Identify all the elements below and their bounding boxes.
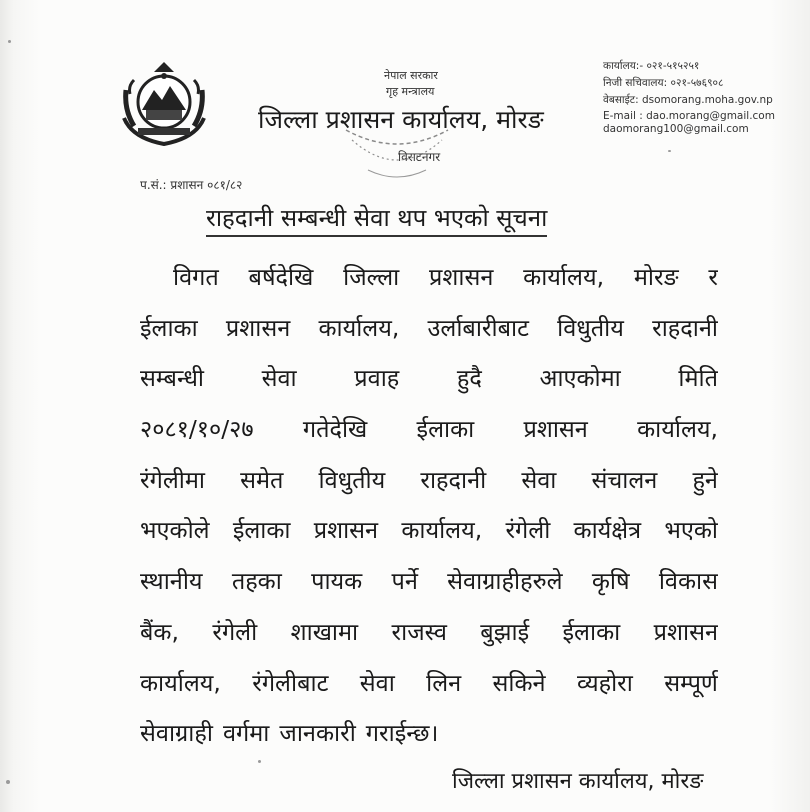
body-line xyxy=(140,509,718,560)
body-line xyxy=(140,459,718,510)
body-word: गतेदेखि xyxy=(302,415,368,444)
body-word: कार्यक्षेत्र xyxy=(573,516,642,545)
body-word: प्रशासन xyxy=(313,516,379,545)
office-phone: कार्यालय:- ०२१-५१५२५१ xyxy=(603,60,700,72)
body-line xyxy=(140,307,718,358)
office-location: विराटनगर xyxy=(398,150,441,164)
notice-subject: राहदानी सम्बन्धी सेवा थप भएको सूचना xyxy=(206,201,547,237)
signature-office-name: जिल्ला प्रशासन कार्यालय, मोरङ xyxy=(452,769,704,794)
email-alt-text: daomorang100@gmail.com xyxy=(603,123,749,135)
body-line xyxy=(140,712,718,763)
body-line xyxy=(140,611,718,662)
body-word: बुझाई xyxy=(480,617,530,646)
body-word: ईलाका xyxy=(416,415,475,444)
body-word: २०८१/१०/२७ xyxy=(140,415,254,444)
body-word: लिन xyxy=(426,668,462,697)
body-word: स्थानीय xyxy=(140,567,203,596)
body-line xyxy=(140,256,718,307)
body-word: राहदानी xyxy=(652,313,718,342)
body-word: संचालन xyxy=(591,465,658,494)
body-word: मिति xyxy=(678,364,718,393)
body-word: सेवाग्राही xyxy=(140,719,213,748)
notice-body xyxy=(140,256,718,763)
body-word: रंगेली xyxy=(212,617,258,646)
body-word: भएकोले xyxy=(140,516,210,545)
body-word: विकास xyxy=(658,567,718,596)
body-word: वर्गमा xyxy=(222,719,270,748)
private-secretariat-phone: निजी सचिवालय: ०२१-५७६९०८ xyxy=(603,77,724,89)
body-line xyxy=(140,408,718,459)
body-word: सम्पूर्ण xyxy=(664,668,718,697)
paper-speck xyxy=(258,760,261,763)
government-name: नेपाल सरकार xyxy=(384,69,438,82)
body-word: सेवा xyxy=(359,668,395,697)
body-word: ईलाका xyxy=(232,516,291,545)
body-line xyxy=(140,357,718,408)
body-word: तहका xyxy=(231,567,282,596)
paper-speck xyxy=(668,150,671,152)
body-word: कार्यालय, xyxy=(401,516,483,545)
body-word: कार्यालय, xyxy=(523,263,605,291)
body-word: शाखामा xyxy=(290,617,359,646)
body-word: रंगेलीबाट xyxy=(252,668,329,697)
body-line xyxy=(140,560,718,611)
body-word: रंगेलीमा xyxy=(140,465,206,494)
body-word: ईलाका xyxy=(562,617,621,646)
body-word: जानकारी xyxy=(279,719,356,748)
body-word: सकिने xyxy=(492,668,546,697)
body-word: बैंक, xyxy=(140,617,179,646)
body-word: हुदै xyxy=(456,364,482,393)
body-word: विधुतीय xyxy=(318,465,386,494)
body-word: विगत xyxy=(173,263,219,291)
body-word: पायक xyxy=(311,567,363,596)
body-word: आएकोमा xyxy=(539,364,621,393)
body-word: जिल्ला xyxy=(343,263,400,291)
body-word: व्यहोरा xyxy=(576,668,633,697)
office-title: जिल्ला प्रशासन कार्यालय, मोरङ xyxy=(258,105,544,134)
body-word: र xyxy=(708,263,718,291)
email-text: E-mail : dao.morang@gmail.com xyxy=(603,110,775,122)
body-word: कार्यालय, xyxy=(637,415,718,444)
body-word: ईलाका xyxy=(140,313,198,342)
paper-speck xyxy=(8,40,11,43)
body-word: सेवाग्राहीहरुले xyxy=(447,567,563,596)
contact-block xyxy=(603,60,775,136)
body-word: राजस्व xyxy=(391,617,447,646)
body-word: प्रवाह xyxy=(354,364,400,393)
body-word: मोरङ xyxy=(633,263,679,291)
body-word: पर्ने xyxy=(391,567,418,596)
ministry-name: गृह मन्त्रालय xyxy=(386,85,435,98)
paper-speck xyxy=(6,780,10,784)
body-word: प्रशासन xyxy=(225,313,291,342)
body-word: हुने xyxy=(692,465,718,494)
body-word: कार्यालय, xyxy=(318,313,400,342)
government-emblem-icon xyxy=(118,60,210,150)
body-word: बर्षदेखि xyxy=(248,263,314,291)
body-word: प्रशासन xyxy=(523,415,588,444)
body-word: समेत xyxy=(240,465,284,494)
body-word: गराईन्छ। xyxy=(365,719,439,748)
body-word: प्रशासन xyxy=(653,617,718,646)
body-word: रंगेली xyxy=(505,516,551,545)
body-word: विधुतीय xyxy=(557,313,624,342)
body-word: राहदानी xyxy=(420,465,487,494)
body-word: प्रशासन xyxy=(429,263,494,291)
website-text: वेबसाईट: dsomorang.moha.gov.np xyxy=(603,94,773,106)
body-word: कार्यालय, xyxy=(140,668,221,697)
body-line xyxy=(140,662,718,713)
body-word: कृषि xyxy=(591,567,630,596)
body-word: भएको xyxy=(664,516,718,545)
body-word: सेवा xyxy=(261,364,297,393)
body-word: सेवा xyxy=(521,465,557,494)
reference-number: प.सं.: प्रशासन ०८१/८२ xyxy=(140,178,243,192)
body-word: उर्लाबारीबाट xyxy=(427,313,529,342)
body-word: सम्बन्धी xyxy=(140,364,204,393)
